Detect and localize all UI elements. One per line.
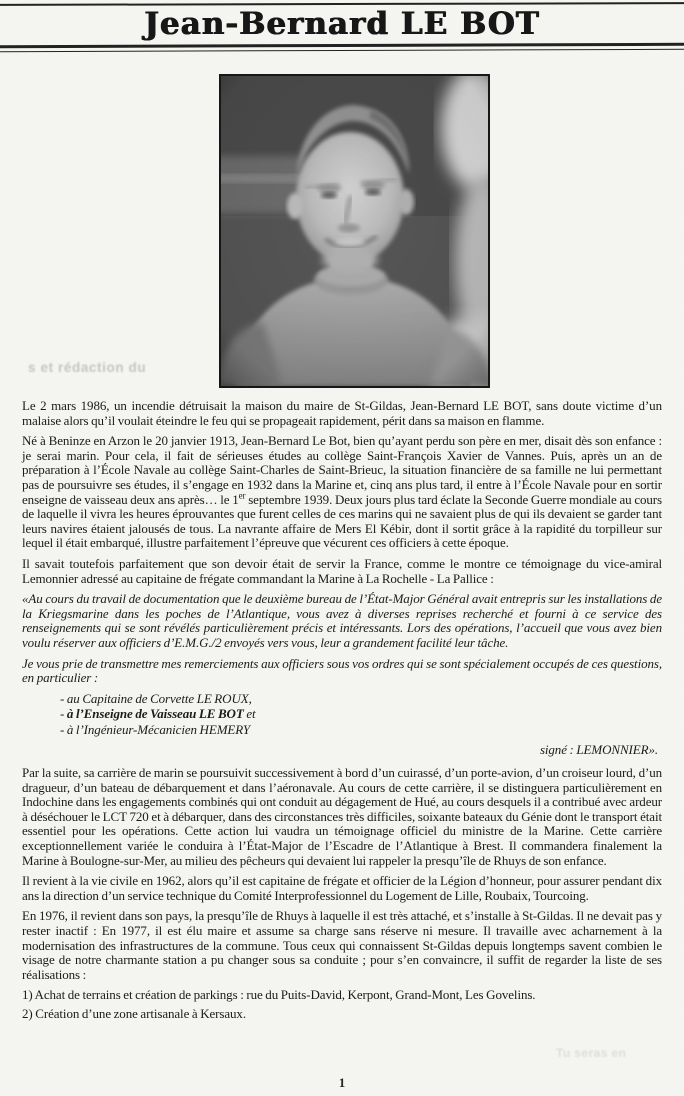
portrait-photo-image <box>221 76 488 386</box>
ordinal-superscript: er <box>238 490 246 501</box>
paragraph-youth-navy <box>22 434 662 551</box>
paragraph-fire-1986: Le 2 mars 1986, un incendie détruisait la maison du maire de St-Gildas, Jean-Bernard LE BOT, sans doute victime d’un malaise alors qu’il voulait éteindre le feu qui se propageait rapidement, périt dans sa maison en flamme. <box>22 398 662 428</box>
paragraph-youth-text-cont: septembre 1939. Deux jours plus tard éclate la Seconde Guerre mondiale au cours de laquelle il vivra les heures éprouvantes que furent celles de ces marins qui ne savaient plus de qui ils devaient se garder tant leurs navires étaient jalousés de tous. La navrante affaire de Mers El Kébir, dont il sortit grâce à la rapidité du torpilleur sur lequel il était embarqué, illustre parfaitement l’épreuve que vécurent ces officiers à cette époque. <box>22 491 662 551</box>
paragraph-youth-text: Né à Beninze en Arzon le 20 janvier 1913, Jean-Bernard Le Bot, bien qu’ayant perdu son père en mer, disait dès son enfance : je serai marin. Pour cela, il fait de sérieuses études au collège Saint-François Xavier de Vannes. Puis, après un an de préparation à l’École Navale au collège Saint-Charles de Saint-Brieuc, la situation financière de sa famille ne lui permettant pas de poursuivre ses études, il s’engage en 1932 dans la Marine et, cinq ans plus tard, il entre à l’École Navale pour en sortir enseigne de vaisseau deux ans après… le 1 <box>22 433 662 507</box>
officer-le-bot-suffix: et <box>243 706 256 722</box>
scan-bleed-artifact: s et rédaction du <box>28 360 147 375</box>
page-title: Jean-Bernard LE BOT <box>144 6 540 42</box>
officers-list <box>22 692 662 738</box>
paragraph-testimony-intro: Il savait toutefois parfaitement que son devoir était de servir la France, comme le montre ce témoignage du vice-amiral Lemonnier adressé au capitaine de frégate commandant la Marine à La Rochelle - La Pallice : <box>22 555 662 586</box>
achievement-item: 2) Création d’une zone artisanale à Kersaux. <box>22 1005 246 1021</box>
officer-hemery: - à l’Ingénieur-Mécanicien HEMERY <box>60 721 250 737</box>
officer-le-bot-dash: - <box>60 706 67 722</box>
header-rule-thin <box>0 49 684 52</box>
paragraph-civil-life: Il revient à la vie civile en 1962, alors qu’il est capitaine de frégate et officier de la Légion d’honneur, pour assurer pendant dix ans la direction d’un service technique du Comité Interprofessionnel du Logement de Lille, Roubaix, Tourcoing. <box>22 873 662 903</box>
article-body <box>22 399 662 1026</box>
achievement-item: 1) Achat de terrains et création de parkings : rue du Puits-David, Kerpont, Grand-Mont, Les Govelins. <box>22 987 536 1003</box>
scan-bleed-artifact: Tu seras en <box>556 1046 627 1060</box>
header-rule-thick <box>0 43 684 48</box>
achievements-list <box>22 988 662 1021</box>
quote-paragraph-1: «Au cours du travail de documentation que le deuxième bureau de l’État-Major Général avait entrepris sur les installations de la Kriegsmarine dans les poches de l’Atlantique, vous avez à diverses reprises recherché et fourni à ce service des renseignements qui se sont révélés particulièrement précis et intéressants. Lors des opérations, l’accueil que vous avez bien voulu réserver aux officiers d’E.M.G./2 envoyés vers vous, leur a grandement facilité leur tâche. <box>22 591 662 650</box>
portrait-photo <box>219 74 490 388</box>
lemonnier-quote <box>22 592 662 758</box>
page-number: 1 <box>338 1075 346 1090</box>
quote-signature: signé : LEMONNIER». <box>539 742 658 758</box>
officer-le-roux: - au Capitaine de Corvette LE ROUX, <box>60 690 252 706</box>
paragraph-naval-career: Par la suite, sa carrière de marin se poursuivit successivement à bord d’un cuirassé, d’un porte-avion, d’un croiseur lourd, d’un dragueur, d’un bateau de débarquement et dans l’aéronavale. Au cours de cette carrière, il se distinguera particulièrement en Indochine dans les engagements combinés qui ont conduit au dégagement de Hué, au cours desquels il a contribué avec ardeur à déséchouer le LCT 720 et à débarquer, dans des circonstances très difficiles, soixante bateaux du Génie dont le transport était essentiel pour les opérations. Cette action lui vaudra un témoignage officiel du ministre de la Marine. Cette carrière exceptionnellement variée le conduira à l’État-Major de l’Escadre de l’Atlantique à Brest. Il commandera finalement la Marine à Boulogne-sur-Mer, au milieu des pêcheurs qui devaient lui rappeler la presqu’île de Rhuys de son enfance. <box>22 765 662 868</box>
paragraph-mayor-1976: En 1976, il revient dans son pays, la presqu’île de Rhuys à laquelle il est très attaché, et s’installe à St-Gildas. Il ne devait pas y rester inactif : En 1977, il est élu maire et assume sa charge sans réserve ni mesure. Il travaille avec acharnement à la modernisation des infrastructures de la commune. Tous ceux qui connaissent St-Gildas depuis longtemps savent combien le visage de notre charmante station a pu changer sous sa conduite ; pour s’en convaincre, il suffit de regarder la liste de ses réalisations : <box>22 908 662 982</box>
officer-le-bot-name: à l’Enseigne de Vaisseau LE BOT <box>66 706 244 722</box>
quote-paragraph-2: Je vous prie de transmettre mes remerciements aux officiers sous vos ordres qui se sont spécialement occupés de ces questions, en particulier : <box>22 655 662 686</box>
officer-le-bot <box>60 707 662 722</box>
